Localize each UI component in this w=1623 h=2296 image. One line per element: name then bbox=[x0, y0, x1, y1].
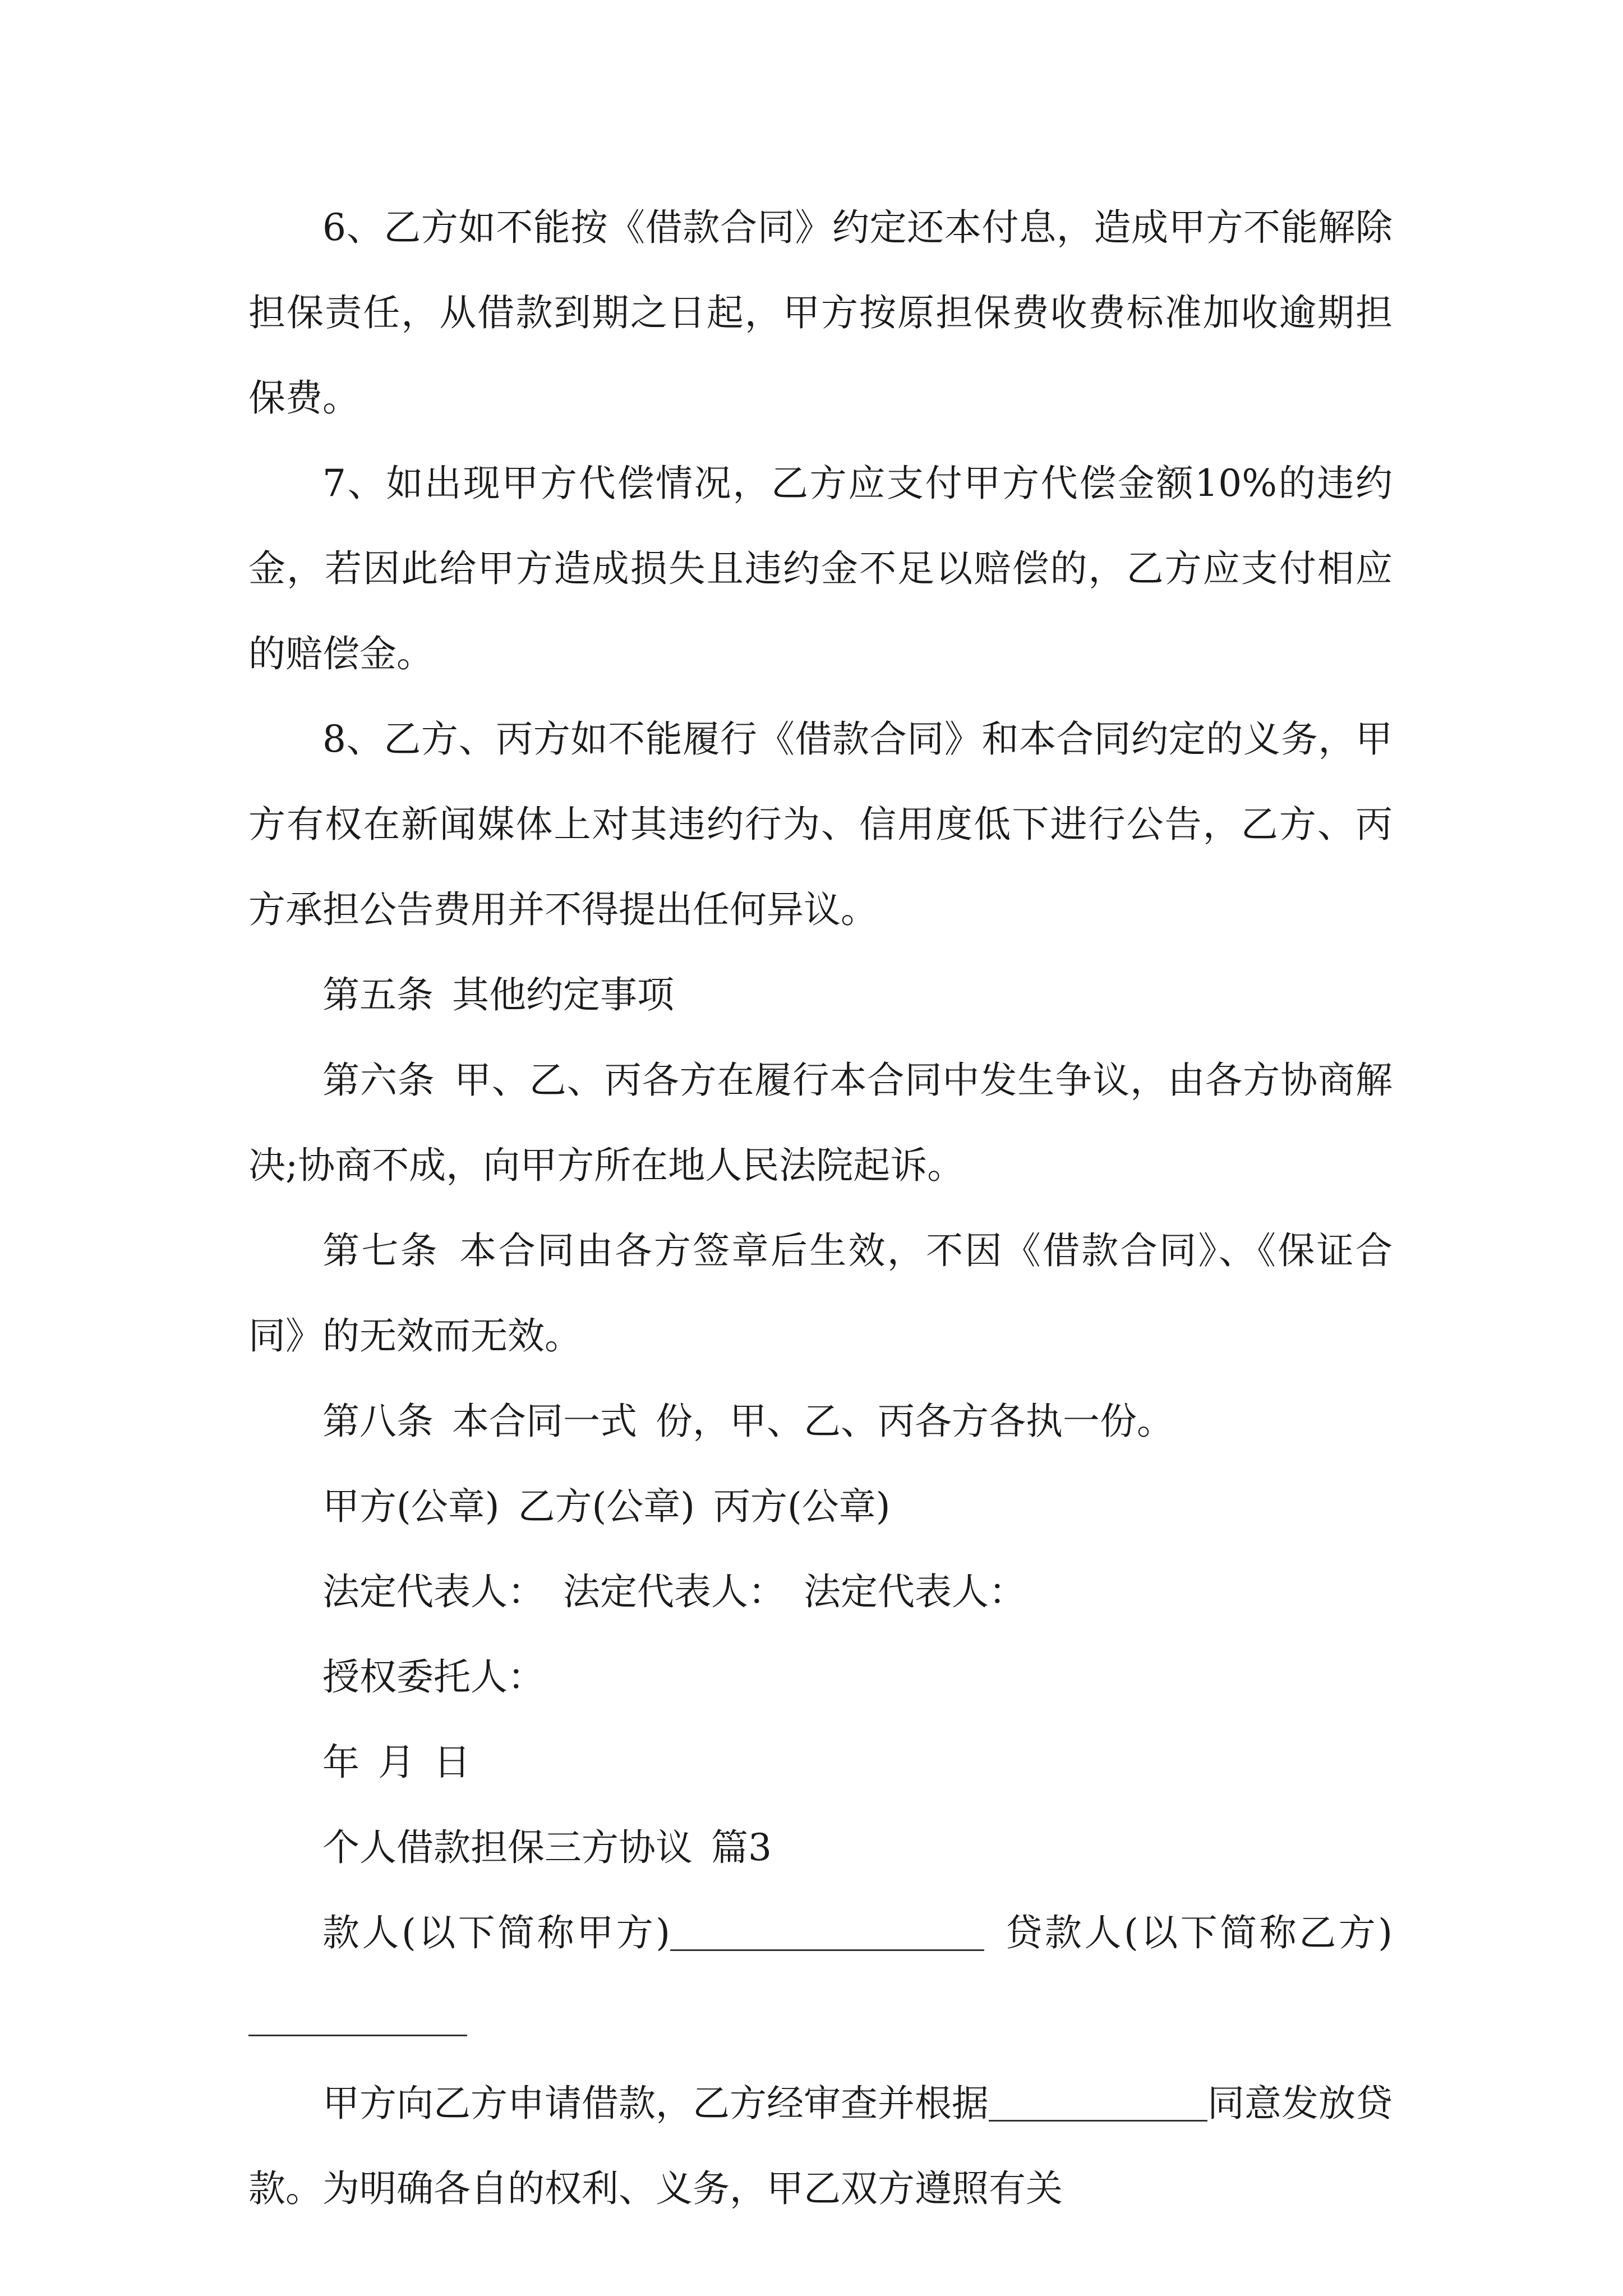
article-8-text-b: 份，甲、乙、丙各方各执一份。 bbox=[656, 1400, 1174, 1443]
lender-label: 贷款人(以下简称乙方) bbox=[1003, 1911, 1393, 1954]
article-8 bbox=[248, 1379, 1393, 1464]
article-6-text: 甲、乙、丙各方在履行本合同中发生争议，由各方协商解决;协商不成，向甲方所在地人民法院起诉。 bbox=[248, 1059, 1393, 1187]
rep-c: 法定代表人： bbox=[804, 1570, 1026, 1613]
article-5-text: 其他约定事项 bbox=[452, 973, 674, 1016]
article-6 bbox=[248, 1038, 1393, 1208]
date-year: 年 bbox=[322, 1741, 359, 1784]
rep-a: 法定代表人： bbox=[322, 1570, 545, 1613]
rep-b: 法定代表人： bbox=[563, 1570, 785, 1613]
article-8-text-a: 本合同一式 bbox=[452, 1400, 637, 1443]
article-7-text: 本合同由各方签章后生效，不因《借款合同》、《保证合同》的无效而无效。 bbox=[248, 1229, 1393, 1358]
parties-paragraph bbox=[248, 1890, 1393, 2061]
article-8-label: 第八条 bbox=[322, 1400, 434, 1443]
date-line bbox=[248, 1720, 1393, 1805]
section-3-heading bbox=[248, 1805, 1393, 1890]
borrower-label: 款人(以下简称甲方) bbox=[322, 1911, 670, 1954]
article-7 bbox=[248, 1208, 1393, 1379]
agent-label: 授权委托人： bbox=[322, 1655, 545, 1699]
clause-7: 7、如出现甲方代偿情况，乙方应支付甲方代偿金额10%的违约金，若因此给甲方造成损失且违约金不足以赔偿的，乙方应支付相应的赔偿金。 bbox=[248, 462, 1393, 675]
borrower-blank bbox=[670, 1912, 984, 1951]
article-6-label: 第六条 bbox=[322, 1059, 435, 1102]
party-a-seal: 甲方(公章) bbox=[322, 1485, 500, 1528]
intro-text-a: 甲方向乙方申请借款，乙方经审查并根据 bbox=[322, 2082, 989, 2125]
basis-blank bbox=[989, 2083, 1207, 2122]
article-5-label: 第五条 bbox=[322, 973, 434, 1016]
intro-text-b: 同意发放贷款。为明确各自的权利、义务，甲乙双方遵照有关 bbox=[248, 2082, 1393, 2210]
article-5 bbox=[248, 953, 1393, 1038]
article-7-label: 第七条 bbox=[322, 1229, 439, 1272]
seal-line bbox=[248, 1464, 1393, 1549]
section-3-suffix: 篇3 bbox=[711, 1826, 772, 1869]
section-3-title: 个人借款担保三方协议 bbox=[322, 1826, 693, 1869]
party-b-seal: 乙方(公章) bbox=[518, 1485, 695, 1528]
date-day: 日 bbox=[434, 1741, 471, 1784]
representative-line bbox=[248, 1549, 1393, 1635]
clause-8: 8、乙方、丙方如不能履行《借款合同》和本合同约定的义务，甲方有权在新闻媒体上对其违约行为、信用度低下进行公告，乙方、丙方承担公告费用并不得提出任何异议。 bbox=[248, 717, 1393, 931]
intro-paragraph bbox=[248, 2061, 1393, 2231]
lender-blank bbox=[248, 1998, 467, 2036]
document-body bbox=[248, 185, 1393, 2231]
clause-6: 6、乙方如不能按《借款合同》约定还本付息，造成甲方不能解除担保责任，从借款到期之日起，甲方按原担保费收费标准加收逾期担保费。 bbox=[248, 206, 1393, 420]
party-c-seal: 丙方(公章) bbox=[713, 1485, 891, 1528]
agent-line bbox=[248, 1635, 1393, 1720]
date-month: 月 bbox=[378, 1741, 415, 1784]
